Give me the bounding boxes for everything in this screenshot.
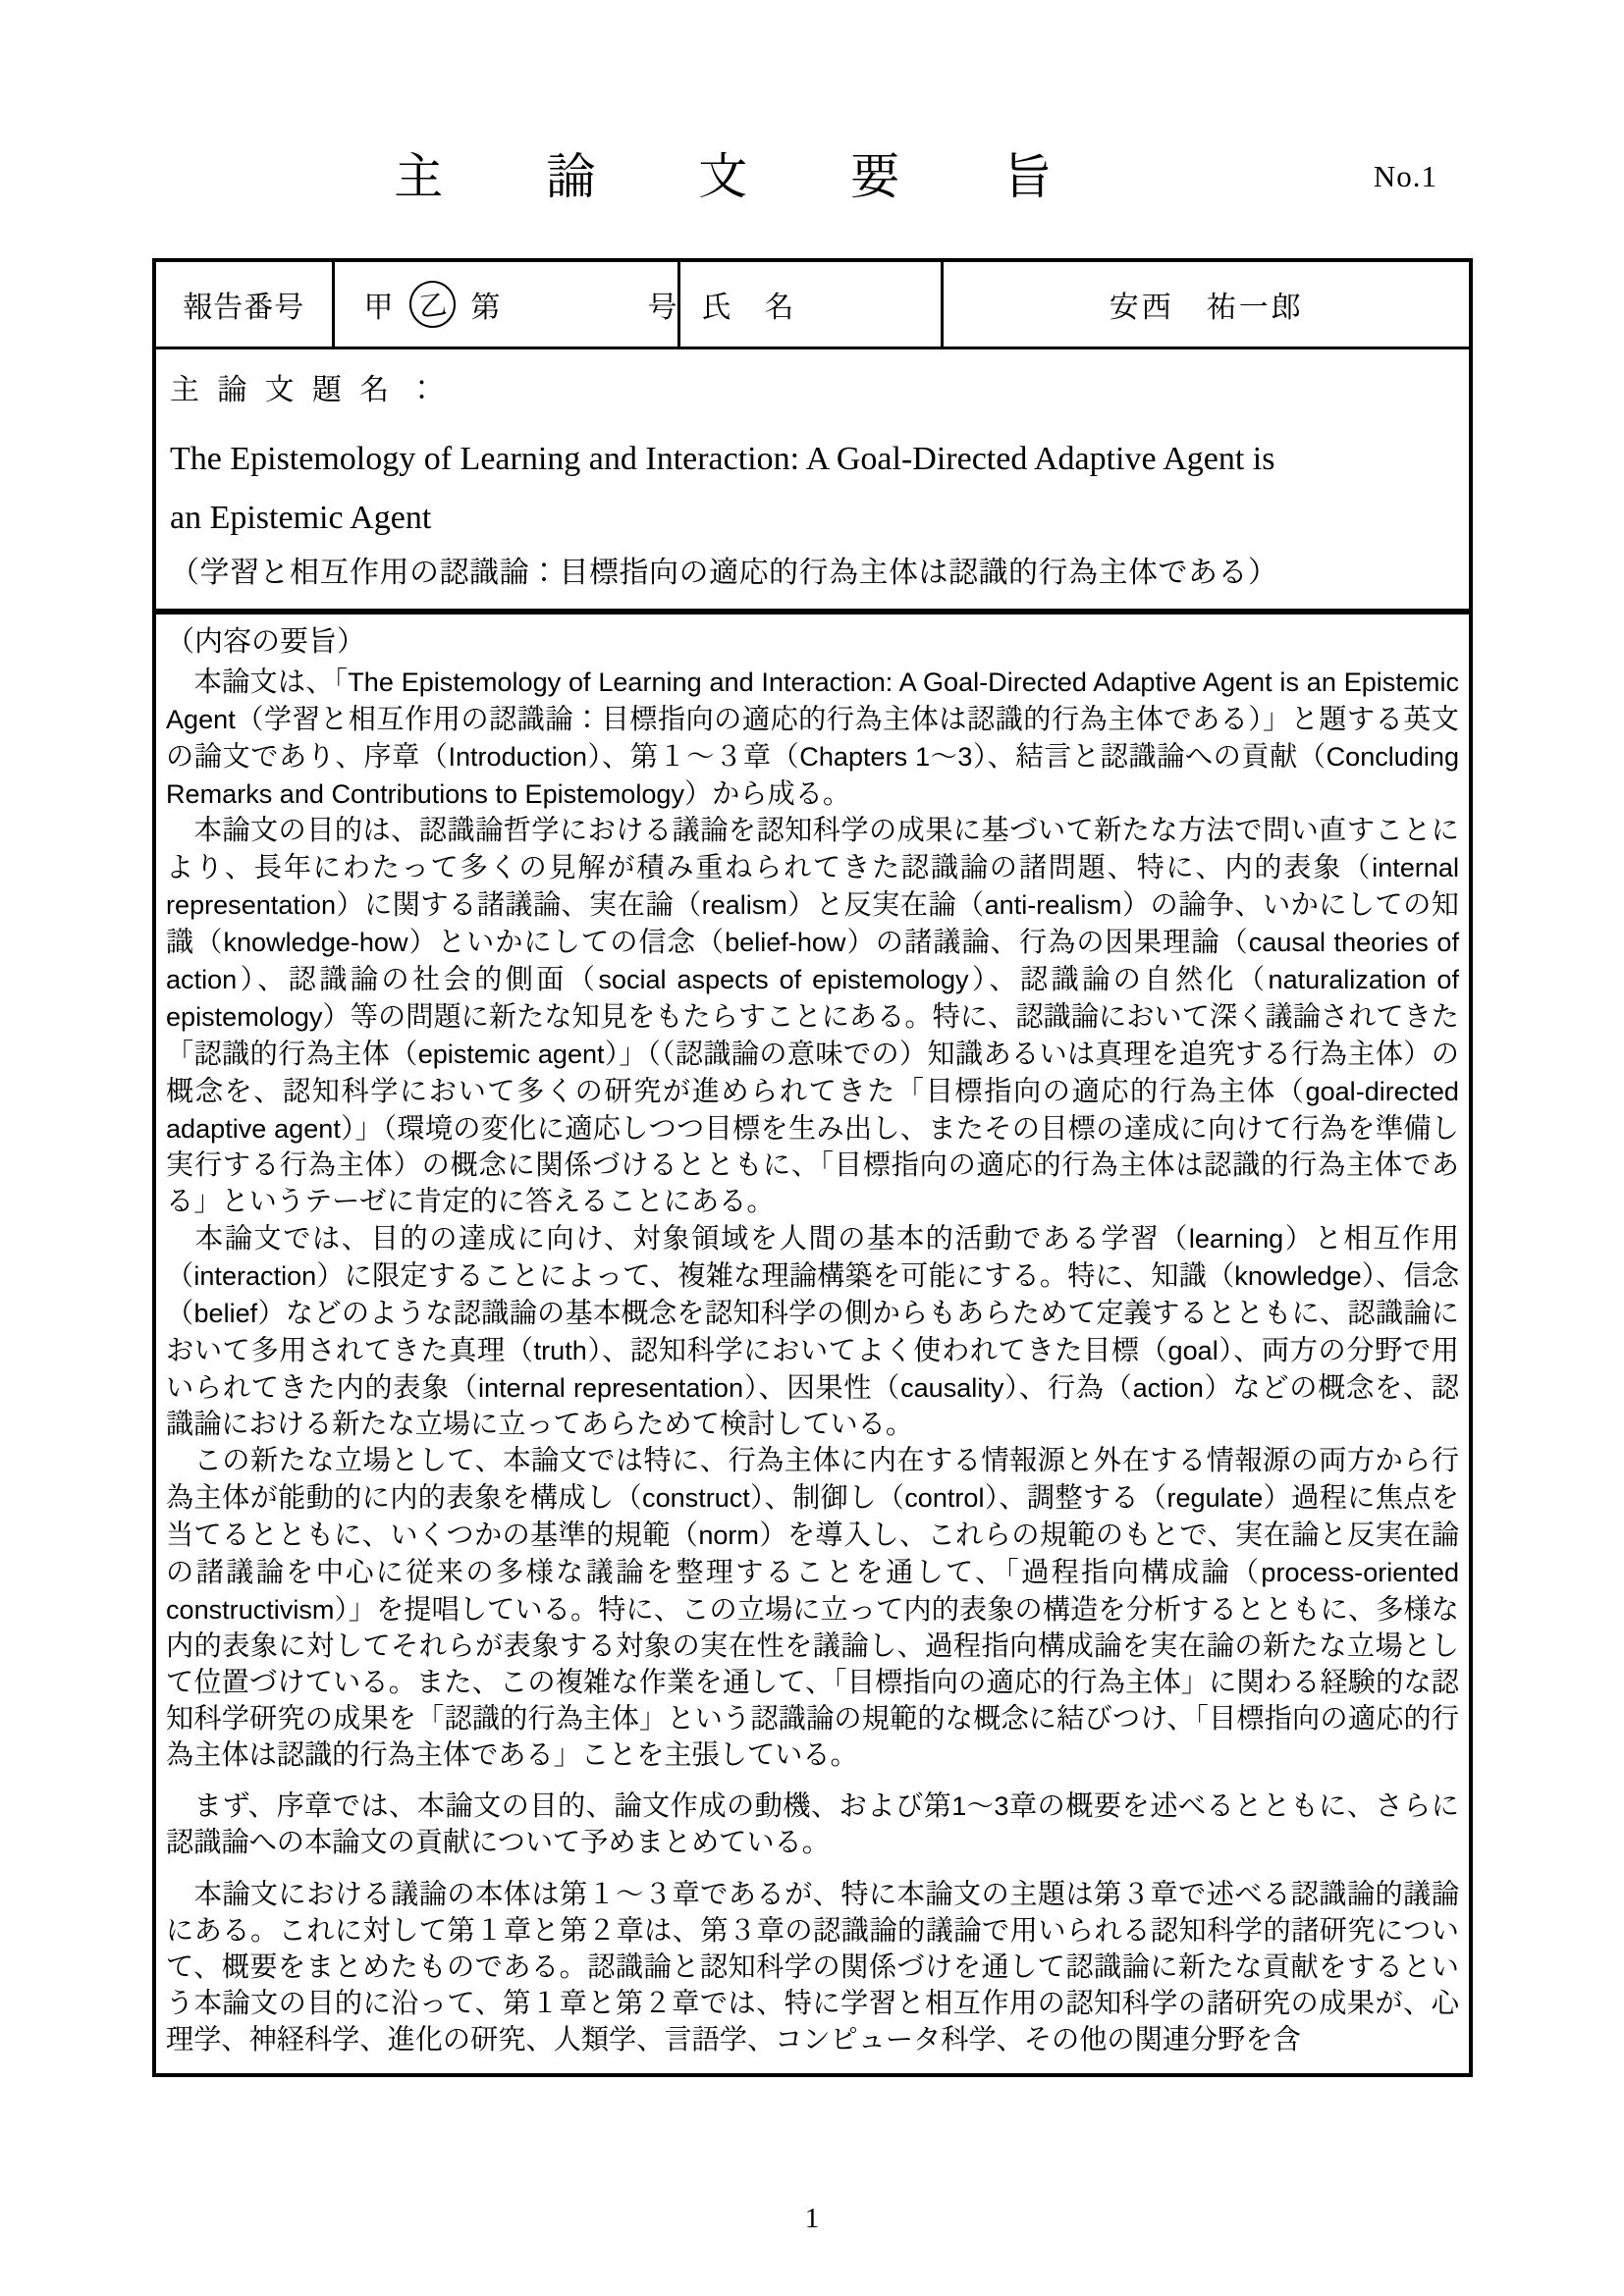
name-label: 氏 名 [677,262,942,347]
page-title: 主 論 文 要 旨 [394,149,1079,204]
abstract-table [152,258,1473,2077]
latin-term: anti-realism [984,889,1122,920]
latin-term: 1～3 [951,1790,1009,1821]
report-number-label: 報告番号 [183,292,305,324]
abstract-paragraph: この新たな立場として、本論文では特に、行為主体に内在する情報源と外在する情報源の両方から行為主体が能動的に内的表象を構成し（construct）、制御し（control）、調整する（regulate）過程に焦点を当てるとともに、いくつかの基準的規範（norm）を導入し、これらの規範のもとで、実在論と反実在論の諸議論を中心に従来の多様な議論を整理することを通して、「過程指向構成論（process-oriented constructivism）」を提唱している。特に、この立場に立って内的表象の構造を分析するとともに、多様な内的表象に対してそれらが表象する対象の実在性を議論し、過程指向構成論を実在論の新たな立場として位置づけている。また、この複雑な作業を通して、「目標指向の適応的行為主体」に関わる経験的な認知科学研究の成果を「認識的行為主体」という認識論の規範的な概念に結びつけ、「目標指向の適応的行為主体は認識的行為主体である」ことを主張している。 [166,1446,1459,1771]
abstract-paragraph: 本論文は、「The Epistemology of Learning and Interaction: A Goal-Directed Adaptive Agent is an Epistemic Agent（学習と相互作用の認識論：目標指向の適応的行為主体は認識的行為主体である）」と題する英文の論文であり、序章（Introduction）、第１～３章（Chapters 1～3）、結言と認識論への貢献（Concluding Remarks and Contributions to Epistemology）から成る。 [166,667,1460,810]
latin-term: norm [698,1520,759,1550]
latin-term: belief [193,1298,258,1328]
latin-term: Concluding Remarks and Contributions to Epistemology [166,741,1460,809]
latin-term: belief-how [725,927,846,957]
latin-term: process-oriented constructivism [166,1557,1459,1625]
report-number-value [332,262,677,347]
abstract-body-row [156,614,1469,2073]
latin-term: truth [533,1335,587,1365]
latin-term: epistemic agent [417,1039,605,1069]
latin-term: causal theories of action [166,927,1459,994]
latin-term: Chapters 1～3 [799,741,973,772]
latin-term: control [904,1482,985,1513]
latin-term: internal representation [166,852,1459,920]
sheet-number-label: No.1 [1373,159,1437,193]
page-header [0,137,1624,236]
abstract-paragraph: 本論文では、目的の達成に向け、対象領域を人間の基本的活動である学習（learning）と相互作用（interaction）に限定することによって、複雑な理論構築を可能にする。特に、知識（knowledge）、信念（belief）などのような認識論の基本概念を認知科学の側からもあらためて定義するとともに、認識論において多用されてきた真理（truth）、認知科学においてよく使われてきた目標（goal）、両方の分野で用いられてきた内的表象（internal representation）、因果性（causality）、行為（action）などの概念を、認識論における新たな立場に立ってあらためて検討している。 [166,1223,1459,1440]
dai-label: 第 [470,292,501,324]
abstract-paragraph: 本論文の目的は、認識論哲学における議論を認知科学の成果に基づいて新たな方法で問い直すことにより、長年にわたって多くの見解が積み重ねられてきた認識論の諸問題、特に、内的表象（internal representation）に関する諸議論、実在論（realism）と反実在論（anti-realism）の論争、いかにしての知識（knowledge-how）といかにしての信念（belief-how）の諸議論、行為の因果理論（causal theories of action）、認識論の社会的側面（social aspects of epistemology）、認識論の自然化（naturalization of epistemology）等の問題に新たな知見をもたらすことにある。特に、認識論において深く議論されてきた「認識的行為主体（epistemic agent）」（（認識論の意味での）知識あるいは真理を追究する行為主体）の概念を、認知科学において多くの研究が進められてきた「目標指向の適応的行為主体（goal-directed adaptive agent）」（環境の変化に適応しつつ目標を生み出し、またその目標の達成に向けて行為を準備し実行する行為主体）の概念に関係づけるとともに、「目標指向の適応的行為主体は認識的行為主体である」というテーゼに肯定的に答えることにある。 [166,816,1459,1217]
thesis-title-label: 主 論 文 題 名 ： [170,374,442,406]
latin-term: The Epistemology of Learning and Interaction: A Goal-Directed Adaptive Agent is an Epistemic Agent [166,667,1459,734]
latin-term: Introduction [448,741,587,772]
footer-page-number: 1 [804,2203,820,2234]
latin-term: goal-directed adaptive agent [166,1076,1459,1144]
thesis-title-row [156,349,1469,614]
latin-term: goal [1167,1335,1218,1365]
latin-term: knowledge-how [223,927,408,957]
latin-term: action [1132,1372,1204,1403]
latin-term: naturalization of epistemology [166,964,1459,1032]
latin-term: learning [1188,1223,1284,1254]
latin-term: interaction [193,1260,317,1291]
thesis-title-japanese: （学習と相互作用の認識論：目標指向の適応的行為主体は認識的行為主体である） [170,557,1278,589]
thesis-title-english-line1: The Epistemology of Learning and Interaction: A Goal-Directed Adaptive Agent is [170,441,1275,477]
latin-term: realism [701,889,787,920]
latin-term: social aspects of epistemology [598,964,969,994]
abstract-paragraph: 本論文における議論の本体は第１～３章であるが、特に本論文の主題は第３章で述べる認識論的議論にある。これに対して第１章と第２章は、第３章の認識論的議論で用いられる認知科学的諸研究について、概要をまとめたものである。認識論と認知科学の関係づけを通して認識論に新たな貢献をするという本論文の目的に沿って、第１章と第２章では、特に学習と相互作用の認知科学の諸研究の成果が、心理学、神経科学、進化の研究、人類学、言語学、コンピュータ科学、その他の関連分野を含 [166,1880,1459,2056]
latin-term: causality [900,1372,1004,1403]
latin-term: internal representation [478,1372,744,1403]
gou-label: 号 [647,292,677,324]
name-value: 安西 祐一郎 [941,262,1469,347]
abstract-heading: （内容の要旨） [166,626,366,658]
latin-term: regulate [1166,1482,1264,1513]
otsu-circled-mark: 乙 [406,278,458,331]
latin-term: knowledge [1234,1260,1362,1291]
report-number-row [156,262,1469,349]
latin-term: construct [642,1482,750,1513]
kou-mark: 甲 [363,292,394,324]
abstract-paragraph: まず、序章では、本論文の目的、論文作成の動機、および第1～3章の概要を述べるとともに、さらに認識論への本論文の貢献について予めまとめている。 [166,1790,1459,1858]
thesis-title-english-line2: an Epistemic Agent [170,500,432,536]
